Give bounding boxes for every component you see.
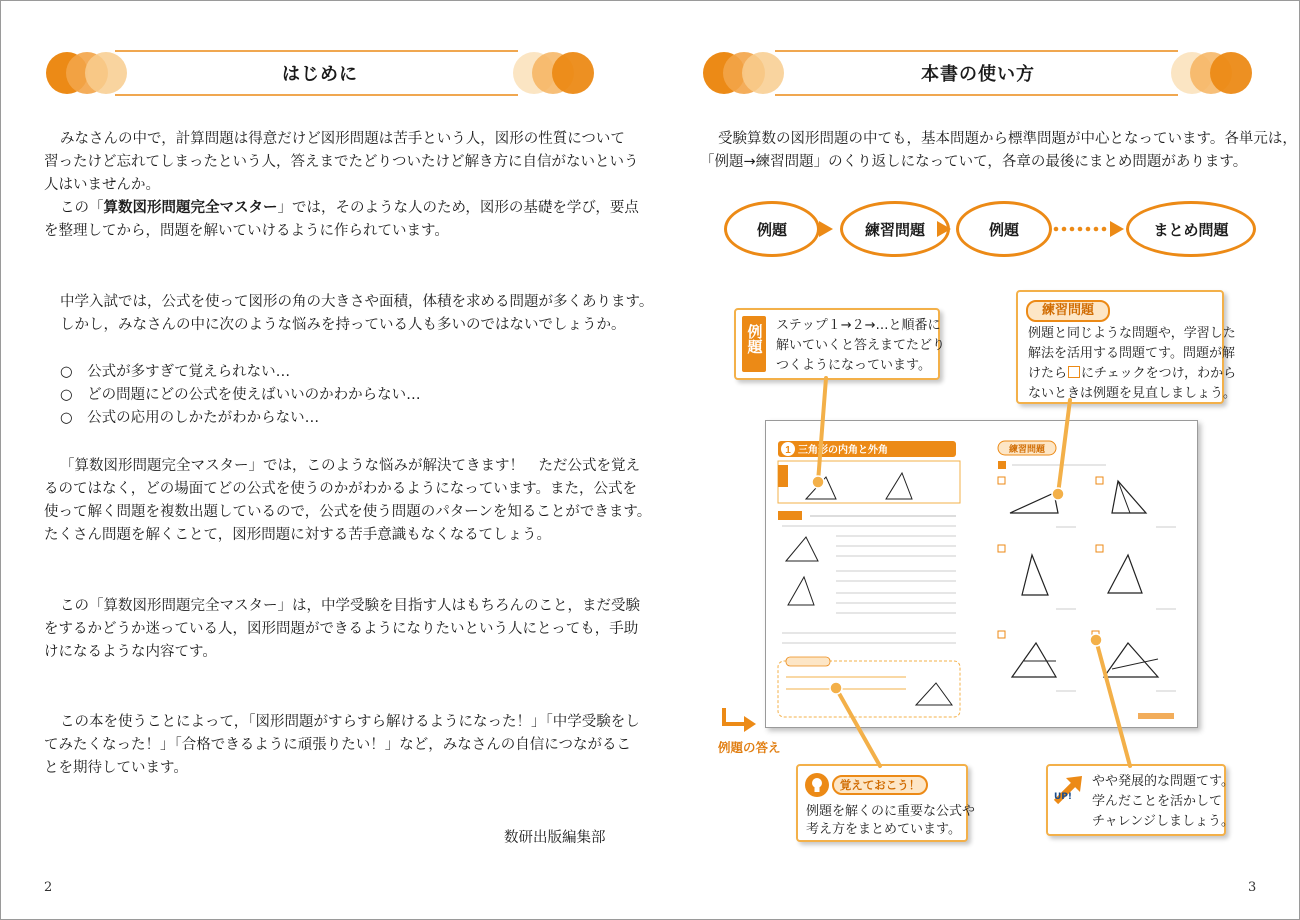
circle-bullet-icon: ○ [60, 410, 73, 426]
worry-text: 公式が多すぎて覚えられない… [87, 364, 291, 380]
callout-line: 解いていくと答えまてたどり [776, 338, 946, 353]
signature: 数研出版編集部 [504, 830, 606, 846]
flow-step-summary: まとめ問題 [1126, 201, 1256, 257]
circle-bullet-icon: ○ [60, 387, 73, 403]
thumb-section-number: 1 [785, 445, 791, 456]
paragraph-line: たくさん問題を解くことて，図形問題に対する苦手意識もなくなるてしょう。 [44, 527, 552, 543]
thumb-practice-header: 練習問題 [1008, 444, 1046, 454]
circle-bullet-icon: ○ [60, 364, 73, 380]
text-fragment: にチェックをつけ，わから [1081, 366, 1237, 381]
callout-line: 例題と同じような問題や，学習した [1028, 326, 1236, 341]
thumb-section-title: 三角形の内角と外角 [798, 445, 888, 456]
intro-line: 「例題→練習問題」のくり返しになっていて，各章の最後にまとめ問題があります。 [700, 154, 1248, 170]
intro-line: を整理してから，問題を解いていけるように作られています。 [44, 223, 449, 239]
paragraph-line: 「算数図形問題完全マスター」では，このような悩みが解決てきます！ ただ公式を覚え [60, 458, 640, 474]
callout-line: チャレンジしましょう。 [1092, 814, 1234, 829]
paragraph-line: てみたくなった！」「合格できるように頑張りたい！」など，みなさんの自信につながるこ [44, 737, 631, 753]
example-tag-text: 例題 [745, 324, 764, 354]
callout-line: 例題を解くのに重要な公式や [806, 804, 976, 819]
callout-line: つくようになっています。 [776, 358, 931, 373]
intro-line: 受験算数の図形問題の中ても，基本問題から標準問題が中心となっています。各単元は， [718, 131, 1297, 147]
callout-line: やや発展的な問題てす。 [1092, 774, 1234, 789]
memo-tag: 覚えておこう！ [832, 775, 928, 795]
callout-line: 考え方をまとめています。 [806, 822, 961, 837]
paragraph-line: けになるような内容てす。 [44, 644, 217, 660]
paragraph-line: 使って解く問題を複数出題しているので，公式を使う問題のパターンを知ることができます。 [44, 504, 652, 520]
callout-line: ないときは例題を見直しましょう。 [1028, 386, 1237, 401]
book-title: 算数図形問題完全マスター [103, 200, 278, 216]
paragraph-line: 中学入試では，公式を使って図形の角の大きさや面積，体積を求める問題が多くあります。 [60, 294, 654, 310]
callout-line: 学んだことを活かして [1092, 794, 1223, 809]
page-title: 本書の使い方 [921, 64, 1035, 85]
text-fragment: けたら [1028, 366, 1068, 381]
page-number: 3 [1248, 880, 1257, 895]
paragraph-line: この「算数図形問題完全マスター」は，中学受験を目指す人はもちろんのこと，まだ受験 [60, 598, 640, 614]
paragraph-line: るのてはなく，どの場面てどの公式を使うのかがわかるようになっています。また，公式を [44, 481, 638, 497]
worry-text: どの問題にどの公式を使えばいいのかわからない… [87, 387, 421, 403]
practice-tag: 練習問題 [1026, 300, 1110, 322]
intro-line: 習ったけど忘れてしまったという人，答えまでたどりついたけど解き方に自信がないという [44, 154, 639, 170]
page-number: 2 [44, 880, 53, 895]
worry-text: 公式の応用のしかたがわからない… [87, 410, 320, 426]
paragraph-line: とを期待しています。 [44, 760, 188, 776]
flow-step-practice: 練習問題 [840, 201, 950, 257]
page-title: はじめに [282, 64, 358, 85]
callout-line: ステップ１→２→…と順番に [776, 318, 941, 333]
text-fragment: この「 [60, 200, 104, 216]
flow-step-example: 例題 [724, 201, 820, 257]
paragraph-line: をするかどうか迷っている人，図形問題ができるようになりたいという人にとっても，手助 [44, 621, 639, 637]
paragraph-line: しかし，みなさんの中に次のような悩みを持っている人も多いのではないでしょうか。 [60, 317, 626, 333]
answer-label: 例題の答え [718, 740, 781, 755]
flow-step-example: 例題 [956, 201, 1052, 257]
intro-line: 人はいませんか。 [44, 177, 160, 193]
callout-line: 解法を活用する問題てす。問題が解 [1028, 346, 1235, 361]
text-fragment: 」では，そのような人のため，図形の基礎を学び，要点 [277, 200, 639, 216]
intro-line: みなさんの中で，計算問題は得意だけど図形問題は苦手という人，図形の性質について [60, 131, 625, 147]
up-icon-label: UP! [1054, 792, 1073, 802]
paragraph-line: この本を使うことによって，「図形問題がすらすら解けるようになった！」「中学受験をし [60, 714, 640, 730]
